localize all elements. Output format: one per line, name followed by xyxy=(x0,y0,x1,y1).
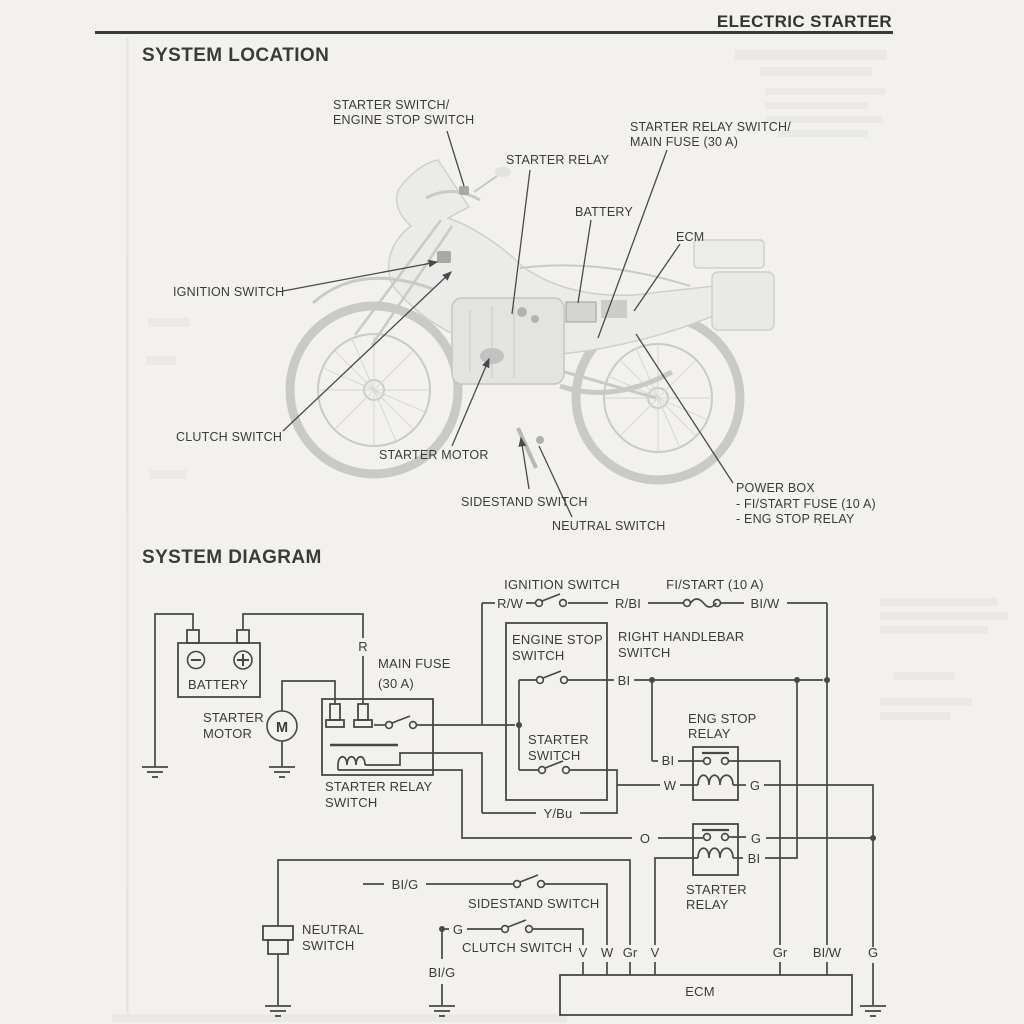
starter-switch-label-2: SWITCH xyxy=(528,748,581,763)
wire-label-rbi: R/BI xyxy=(614,596,642,611)
main-fuse-label: MAIN FUSE xyxy=(378,656,451,671)
label-starter-engine-stop-switch-2: ENGINE STOP SWITCH xyxy=(333,113,475,127)
fi-start-fuse-symbol xyxy=(666,577,780,611)
label-clutch-switch: CLUTCH SWITCH xyxy=(176,430,283,444)
page-header-title: ELECTRIC STARTER xyxy=(716,12,892,31)
label-sidestand-switch: SIDESTAND SWITCH xyxy=(461,495,588,509)
neutral-switch-label-2: SWITCH xyxy=(302,938,355,953)
ground-symbols xyxy=(142,767,886,1016)
wire-label-biw: BI/W xyxy=(750,596,780,611)
right-handlebar-label-2: SWITCH xyxy=(618,645,671,660)
wire-label-bi-starter: BI xyxy=(747,851,761,866)
label-starter-engine-stop-switch: STARTER SWITCH/ xyxy=(333,98,450,112)
wire-label-ybu: Y/Bu xyxy=(543,806,573,821)
junction-dots xyxy=(439,677,876,932)
ecm-pin-gr2: Gr xyxy=(772,945,788,960)
wire-label-w: W xyxy=(663,778,677,793)
label-starter-relay-switch: STARTER RELAY SWITCH/ xyxy=(630,120,791,134)
label-power-box: POWER BOX xyxy=(736,481,815,495)
ecm-pin-v1: V xyxy=(578,945,588,960)
ignition-switch-label: IGNITION SWITCH xyxy=(504,577,620,592)
wire-label-rw: R/W xyxy=(497,596,523,611)
ecm-label: ECM xyxy=(685,984,715,999)
eng-stop-relay-symbol xyxy=(662,711,761,800)
ground-battery xyxy=(142,767,168,777)
eng-stop-relay-label-2: RELAY xyxy=(688,726,731,741)
label-starter-relay-switch-2: MAIN FUSE (30 A) xyxy=(630,135,739,149)
wire-label-g-clutch: G xyxy=(452,922,464,937)
header-rule xyxy=(95,31,893,34)
ecm-pin-v2: V xyxy=(650,945,660,960)
label-power-box-3: - ENG STOP RELAY xyxy=(736,512,855,526)
motorcycle-illustration xyxy=(290,160,774,480)
starter-motor-label-2: MOTOR xyxy=(203,726,253,741)
eng-stop-relay-label: ENG STOP xyxy=(688,711,757,726)
wire-label-big-sidestand: BI/G xyxy=(391,877,419,892)
right-handlebar-label: RIGHT HANDLEBAR xyxy=(618,629,745,644)
starter-relay-switch-label-2: SWITCH xyxy=(325,795,378,810)
battery-symbol xyxy=(178,630,260,697)
ecm-pin-g: G xyxy=(867,945,879,960)
label-neutral-switch: NEUTRAL SWITCH xyxy=(552,519,666,533)
ecm-pin-w: W xyxy=(600,945,614,960)
wire-label-bi-relay: BI xyxy=(661,753,675,768)
label-power-box-2: - FI/START FUSE (10 A) xyxy=(736,497,876,511)
main-fuse-label-2: (30 A) xyxy=(378,676,414,691)
ground-g xyxy=(860,1006,886,1016)
wire-label-g-engstop: G xyxy=(749,778,761,793)
engine-stop-switch-label-2: SWITCH xyxy=(512,648,565,663)
wire-label-r: R xyxy=(358,639,368,654)
battery-label: BATTERY xyxy=(188,677,249,692)
starter-motor-symbol xyxy=(203,710,297,741)
ignition-switch-symbol xyxy=(497,577,641,611)
starter-relay-label-2: RELAY xyxy=(686,897,729,912)
wire-label-g-starter: G xyxy=(750,831,762,846)
label-starter-motor: STARTER MOTOR xyxy=(379,448,489,462)
system-diagram-schematic xyxy=(142,577,886,1016)
section-location-title: SYSTEM LOCATION xyxy=(142,45,330,66)
wire-label-bi: BI xyxy=(617,673,631,688)
bike-body-graphic xyxy=(313,160,774,398)
starter-switch-label: STARTER xyxy=(528,732,589,747)
label-ecm: ECM xyxy=(676,230,705,244)
section-diagram-title: SYSTEM DIAGRAM xyxy=(142,547,322,568)
starter-relay-label: STARTER xyxy=(686,882,747,897)
starter-relay-switch-label: STARTER RELAY xyxy=(325,779,433,794)
clutch-switch-label: CLUTCH SWITCH xyxy=(462,940,573,955)
ecm-pin-gr1: Gr xyxy=(622,945,638,960)
engine-stop-switch-label: ENGINE STOP xyxy=(512,632,603,647)
ground-starter-motor xyxy=(269,767,295,777)
label-battery: BATTERY xyxy=(575,205,633,219)
sidestand-switch-label: SIDESTAND SWITCH xyxy=(468,896,600,911)
neutral-switch-label: NEUTRAL xyxy=(302,922,365,937)
label-starter-relay: STARTER RELAY xyxy=(506,153,610,167)
ecm-symbol xyxy=(560,945,878,1015)
wire-label-o: O xyxy=(639,831,651,846)
motor-m-label: M xyxy=(275,720,289,736)
starter-motor-label: STARTER xyxy=(203,710,264,725)
sidestand-switch-symbol xyxy=(392,875,600,911)
wire-label-big-ground: BI/G xyxy=(428,965,456,980)
label-ignition-switch: IGNITION SWITCH xyxy=(173,285,285,299)
ecm-pin-biw: BI/W xyxy=(812,945,842,960)
neutral-switch-symbol xyxy=(263,922,364,954)
fi-start-fuse-label: FI/START (10 A) xyxy=(666,577,764,592)
